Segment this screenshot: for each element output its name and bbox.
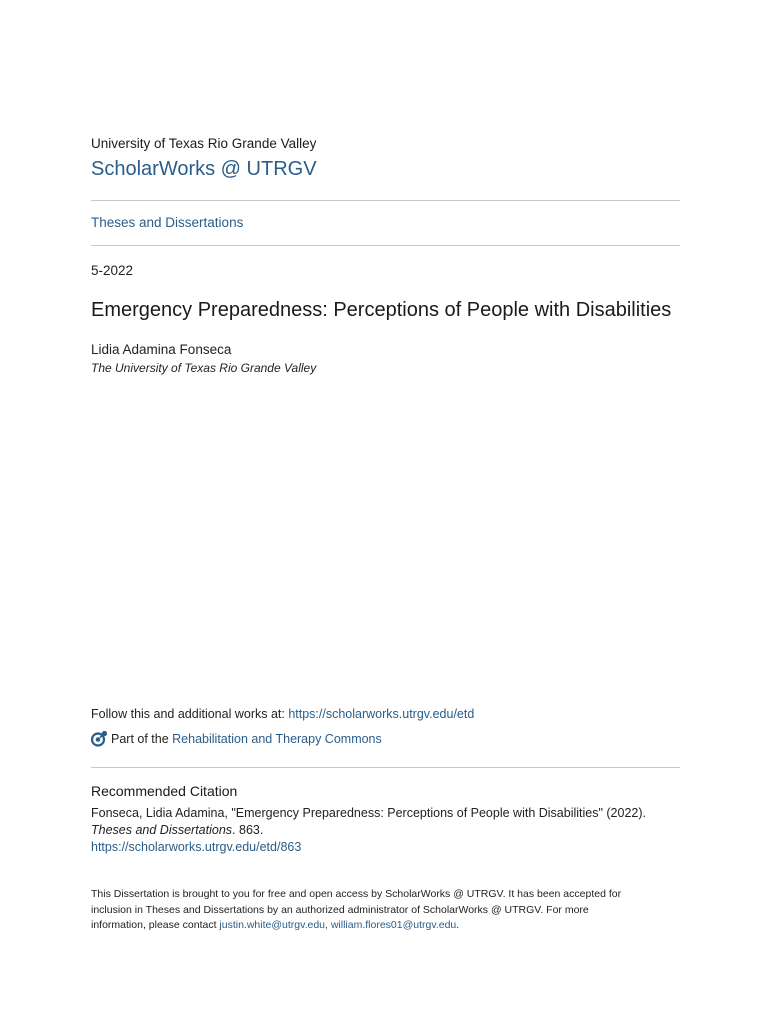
- access-notice: [91, 887, 621, 934]
- divider: [91, 245, 680, 246]
- notice-line: [91, 918, 621, 934]
- institution-name: University of Texas Rio Grande Valley: [91, 136, 317, 151]
- part-of-label: Part of the: [111, 731, 173, 746]
- citation-series-line: [91, 822, 646, 839]
- notice-line: This Dissertation is brought to you for free and open access by ScholarWorks @ UTRGV. It has been accepted for: [91, 888, 622, 900]
- divider: [91, 767, 680, 768]
- notice-contact-label: information, please contact: [91, 919, 220, 931]
- part-of-line: [91, 730, 382, 747]
- divider: [91, 200, 680, 201]
- notice-line: inclusion in Theses and Dissertations by an authorized administrator of ScholarWorks @ UTRGV. For more: [91, 903, 589, 916]
- follow-label: Follow this and additional works at:: [91, 707, 289, 721]
- citation-heading: Recommended Citation: [91, 783, 238, 799]
- author-name: Lidia Adamina Fonseca: [91, 342, 232, 357]
- follow-line: [91, 707, 474, 721]
- citation-series: Theses and Dissertations: [91, 823, 233, 837]
- contact-email-link[interactable]: justin.white@utrgv.edu, william.flores01@utrgv.edu: [219, 919, 457, 931]
- notice-suffix: .: [456, 919, 460, 931]
- author-affiliation: The University of Texas Rio Grande Valley: [91, 361, 317, 375]
- repository-link[interactable]: ScholarWorks @ UTRGV: [91, 158, 317, 180]
- follow-url-link[interactable]: https://scholarworks.utrgv.edu/etd: [288, 707, 475, 721]
- collection-link[interactable]: Theses and Dissertations: [91, 215, 244, 230]
- publication-date: 5-2022: [91, 263, 134, 278]
- network-icon: [91, 730, 108, 747]
- citation-number: . 863.: [232, 823, 264, 837]
- citation-text: Fonseca, Lidia Adamina, "Emergency Preparedness: Perceptions of People with Disabilities" (2022).: [91, 806, 646, 820]
- commons-link[interactable]: Rehabilitation and Therapy Commons: [172, 731, 382, 746]
- citation-url-link[interactable]: https://scholarworks.utrgv.edu/etd/863: [91, 840, 302, 854]
- citation-block: [91, 805, 646, 856]
- document-title: Emergency Preparedness: Perceptions of People with Disabilities: [91, 299, 672, 321]
